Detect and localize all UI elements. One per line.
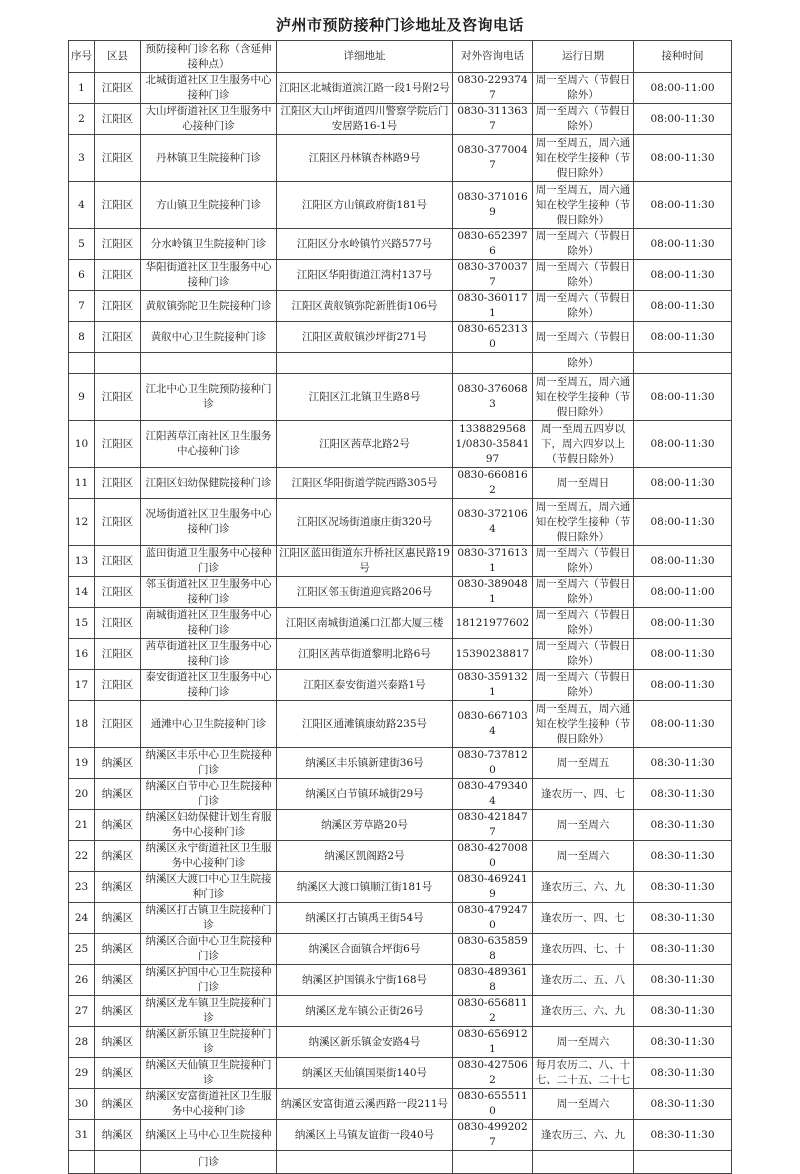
cell-address: 纳溪区合面镇合坪街6号 bbox=[277, 934, 453, 965]
cell-address: 纳溪区打古镇禹王街54号 bbox=[277, 903, 453, 934]
vaccination-clinic-table bbox=[68, 40, 732, 1174]
cell-phone: 0830-3601171 bbox=[453, 291, 533, 322]
cell-address: 纳溪区丰乐镇新建街36号 bbox=[277, 748, 453, 779]
cell-county: 江阳区 bbox=[95, 701, 141, 748]
cell-no: 14 bbox=[69, 577, 95, 608]
table-row bbox=[69, 1058, 732, 1089]
cell-time: 08:00-11:00 bbox=[634, 73, 732, 104]
cell-clinic-name: 纳溪区大渡口中心卫生院接种门诊 bbox=[141, 872, 277, 903]
cell-clinic-name: 纳溪区丰乐中心卫生院接种门诊 bbox=[141, 748, 277, 779]
cell-time: 08:30-11:30 bbox=[634, 1058, 732, 1089]
cell-days: 周一至周六（节假日除外） bbox=[533, 73, 634, 104]
cell-phone: 0830-6671034 bbox=[453, 701, 533, 748]
cell-no: 30 bbox=[69, 1089, 95, 1120]
cell-clinic-name: 纳溪区合面中心卫生院接种门诊 bbox=[141, 934, 277, 965]
cell-time: 08:30-11:30 bbox=[634, 872, 732, 903]
cell-no: 6 bbox=[69, 260, 95, 291]
cell-time: 08:00-11:30 bbox=[634, 291, 732, 322]
cell-clinic-name: 纳溪区白节中心卫生院接种门诊 bbox=[141, 779, 277, 810]
cell-clinic-name: 方山镇卫生院接种门诊 bbox=[141, 182, 277, 229]
table-row bbox=[69, 841, 732, 872]
cell-clinic-name: 泰安街道社区卫生服务中心接种门诊 bbox=[141, 670, 277, 701]
cell-no bbox=[69, 1151, 95, 1174]
cell-address: 纳溪区大渡口镇顺江街181号 bbox=[277, 872, 453, 903]
cell-time: 08:30-11:30 bbox=[634, 996, 732, 1027]
table-row bbox=[69, 701, 732, 748]
cell-county: 纳溪区 bbox=[95, 934, 141, 965]
cell-time: 08:30-11:30 bbox=[634, 903, 732, 934]
cell-county: 江阳区 bbox=[95, 639, 141, 670]
cell-clinic-name: 丹林镇卫生院接种门诊 bbox=[141, 135, 277, 182]
cell-no: 21 bbox=[69, 810, 95, 841]
cell-time: 08:00-11:30 bbox=[634, 608, 732, 639]
cell-county: 江阳区 bbox=[95, 499, 141, 546]
cell-clinic-name: 南城街道社区卫生服务中心接种门诊 bbox=[141, 608, 277, 639]
cell-no: 26 bbox=[69, 965, 95, 996]
cell-county: 江阳区 bbox=[95, 135, 141, 182]
cell-time: 08:00-11:30 bbox=[634, 135, 732, 182]
cell-days: 除外） bbox=[533, 353, 634, 374]
table-row bbox=[69, 934, 732, 965]
cell-clinic-name: 纳溪区打古镇卫生院接种门诊 bbox=[141, 903, 277, 934]
cell-clinic-name: 茜草街道社区卫生服务中心接种门诊 bbox=[141, 639, 277, 670]
cell-time: 08:00-11:30 bbox=[634, 670, 732, 701]
table-row bbox=[69, 135, 732, 182]
table-row bbox=[69, 1027, 732, 1058]
cell-phone: 0830-3721064 bbox=[453, 499, 533, 546]
cell-no: 15 bbox=[69, 608, 95, 639]
cell-no: 25 bbox=[69, 934, 95, 965]
cell-county bbox=[95, 1151, 141, 1174]
cell-time: 08:30-11:30 bbox=[634, 1120, 732, 1151]
cell-phone bbox=[453, 1151, 533, 1174]
cell-phone: 0830-4893618 bbox=[453, 965, 533, 996]
cell-days: 周一至周日 bbox=[533, 468, 634, 499]
header-cell-clinic-name: 预防接种门诊名称（含延伸接种点） bbox=[141, 41, 277, 73]
cell-county: 纳溪区 bbox=[95, 1089, 141, 1120]
cell-address bbox=[277, 1151, 453, 1174]
cell-time: 08:00-11:30 bbox=[634, 639, 732, 670]
cell-clinic-name: 北城街道社区卫生服务中心接种门诊 bbox=[141, 73, 277, 104]
table-row bbox=[69, 1089, 732, 1120]
cell-address: 江阳区茜草北路2号 bbox=[277, 421, 453, 468]
cell-address: 江阳区江北镇卫生路8号 bbox=[277, 374, 453, 421]
table-row bbox=[69, 748, 732, 779]
cell-phone: 0830-3890481 bbox=[453, 577, 533, 608]
table-row bbox=[69, 1151, 732, 1174]
cell-address: 江阳区茜草街道黎明北路6号 bbox=[277, 639, 453, 670]
cell-no: 2 bbox=[69, 104, 95, 135]
cell-county: 纳溪区 bbox=[95, 1120, 141, 1151]
cell-days: 周一至周六（节假日除外） bbox=[533, 577, 634, 608]
table-row bbox=[69, 374, 732, 421]
page-title: 泸州市预防接种门诊地址及咨询电话 bbox=[275, 16, 524, 34]
cell-time: 08:00-11:30 bbox=[634, 229, 732, 260]
cell-no: 11 bbox=[69, 468, 95, 499]
cell-time: 08:00-11:30 bbox=[634, 104, 732, 135]
cell-phone: 0830-4792470 bbox=[453, 903, 533, 934]
cell-days: 周一至周六（节假日 bbox=[533, 322, 634, 353]
cell-days: 周一至周五 bbox=[533, 748, 634, 779]
cell-address: 江阳区蓝田街道东升桥社区惠民路19号 bbox=[277, 546, 453, 577]
cell-time: 08:00-11:30 bbox=[634, 546, 732, 577]
cell-days: 逢农历四、七、十 bbox=[533, 934, 634, 965]
cell-days: 周一至周五，周六通知在校学生接种（节假日除外） bbox=[533, 135, 634, 182]
cell-time: 08:30-11:30 bbox=[634, 779, 732, 810]
cell-phone: 0830-3591321 bbox=[453, 670, 533, 701]
cell-time: 08:30-11:30 bbox=[634, 810, 732, 841]
cell-time bbox=[634, 353, 732, 374]
cell-address: 江阳区丹林镇杏林路9号 bbox=[277, 135, 453, 182]
cell-clinic-name: 江北中心卫生院预防接种门诊 bbox=[141, 374, 277, 421]
cell-days: 周一至周五，周六通知在校学生接种（节假日除外） bbox=[533, 182, 634, 229]
cell-address: 纳溪区芳草路20号 bbox=[277, 810, 453, 841]
cell-county bbox=[95, 353, 141, 374]
cell-days: 周一至周六 bbox=[533, 1027, 634, 1058]
cell-clinic-name: 分水岭镇卫生院接种门诊 bbox=[141, 229, 277, 260]
cell-phone: 0830-7378120 bbox=[453, 748, 533, 779]
cell-no: 24 bbox=[69, 903, 95, 934]
cell-phone: 0830-6555110 bbox=[453, 1089, 533, 1120]
cell-clinic-name: 黄舣中心卫生院接种门诊 bbox=[141, 322, 277, 353]
cell-phone: 0830-6523976 bbox=[453, 229, 533, 260]
cell-days: 周一至周六 bbox=[533, 810, 634, 841]
header-cell-county: 区县 bbox=[95, 41, 141, 73]
cell-address: 纳溪区上马镇友谊街一段40号 bbox=[277, 1120, 453, 1151]
table-row bbox=[69, 421, 732, 468]
cell-county: 江阳区 bbox=[95, 374, 141, 421]
header-cell-no: 序号 bbox=[69, 41, 95, 73]
cell-address: 江阳区方山镇政府街181号 bbox=[277, 182, 453, 229]
header-cell-time: 接种时间 bbox=[634, 41, 732, 73]
header-cell-address: 详细地址 bbox=[277, 41, 453, 73]
table-row bbox=[69, 353, 732, 374]
cell-phone: 0830-3700377 bbox=[453, 260, 533, 291]
table-row bbox=[69, 965, 732, 996]
cell-county: 纳溪区 bbox=[95, 841, 141, 872]
cell-clinic-name: 门诊 bbox=[141, 1151, 277, 1174]
cell-address: 江阳区北城街道滨江路一段1号附2号 bbox=[277, 73, 453, 104]
cell-phone: 0830-6523130 bbox=[453, 322, 533, 353]
cell-time: 08:00-11:30 bbox=[634, 701, 732, 748]
table-row bbox=[69, 291, 732, 322]
cell-phone bbox=[453, 353, 533, 374]
cell-phone: 0830-3770047 bbox=[453, 135, 533, 182]
cell-clinic-name bbox=[141, 353, 277, 374]
cell-days: 周一至周六（节假日除外） bbox=[533, 608, 634, 639]
cell-days: 逢农历二、五、八 bbox=[533, 965, 634, 996]
cell-days: 周一至周六（节假日除外） bbox=[533, 104, 634, 135]
cell-time: 08:30-11:30 bbox=[634, 965, 732, 996]
table-row bbox=[69, 73, 732, 104]
cell-no: 1 bbox=[69, 73, 95, 104]
cell-phone: 15390238817 bbox=[453, 639, 533, 670]
cell-clinic-name: 纳溪区安富街道社区卫生服务中心接种门诊 bbox=[141, 1089, 277, 1120]
cell-no: 4 bbox=[69, 182, 95, 229]
cell-address: 纳溪区新乐镇金安路4号 bbox=[277, 1027, 453, 1058]
cell-address: 纳溪区天仙镇国渠街140号 bbox=[277, 1058, 453, 1089]
table-row bbox=[69, 608, 732, 639]
cell-county: 纳溪区 bbox=[95, 872, 141, 903]
cell-phone: 0830-6568112 bbox=[453, 996, 533, 1027]
table-row bbox=[69, 499, 732, 546]
table-row bbox=[69, 639, 732, 670]
cell-days: 周一至周五，周六通知在校学生接种（节假日除外） bbox=[533, 701, 634, 748]
cell-no: 5 bbox=[69, 229, 95, 260]
cell-no: 18 bbox=[69, 701, 95, 748]
cell-time bbox=[634, 1151, 732, 1174]
cell-no: 16 bbox=[69, 639, 95, 670]
cell-address: 江阳区黄舣镇弥陀新胜街106号 bbox=[277, 291, 453, 322]
cell-clinic-name: 纳溪区妇幼保健计划生育服务中心接种门诊 bbox=[141, 810, 277, 841]
cell-days: 逢农历三、六、九 bbox=[533, 872, 634, 903]
cell-county: 江阳区 bbox=[95, 291, 141, 322]
cell-days: 逢农历一、四、七 bbox=[533, 779, 634, 810]
cell-clinic-name: 纳溪区龙车镇卫生院接种门诊 bbox=[141, 996, 277, 1027]
cell-county: 江阳区 bbox=[95, 104, 141, 135]
cell-phone: 0830-6608162 bbox=[453, 468, 533, 499]
cell-time: 08:00-11:00 bbox=[634, 577, 732, 608]
cell-time: 08:00-11:30 bbox=[634, 468, 732, 499]
cell-no: 10 bbox=[69, 421, 95, 468]
cell-time: 08:30-11:30 bbox=[634, 1027, 732, 1058]
cell-county: 江阳区 bbox=[95, 608, 141, 639]
cell-no: 31 bbox=[69, 1120, 95, 1151]
cell-time: 08:30-11:30 bbox=[634, 841, 732, 872]
cell-clinic-name: 江阳茜草江南社区卫生服务中心接种门诊 bbox=[141, 421, 277, 468]
cell-address: 纳溪区龙车镇公正街26号 bbox=[277, 996, 453, 1027]
cell-clinic-name: 邻玉街道社区卫生服务中心接种门诊 bbox=[141, 577, 277, 608]
cell-address: 江阳区华阳街道江湾村137号 bbox=[277, 260, 453, 291]
table-row bbox=[69, 872, 732, 903]
cell-no: 19 bbox=[69, 748, 95, 779]
table-row bbox=[69, 779, 732, 810]
cell-days: 周一至周五，周六通知在校学生接种（节假日除外） bbox=[533, 499, 634, 546]
cell-county: 纳溪区 bbox=[95, 810, 141, 841]
cell-county: 江阳区 bbox=[95, 260, 141, 291]
cell-no: 23 bbox=[69, 872, 95, 903]
cell-clinic-name: 大山坪街道社区卫生服务中心接种门诊 bbox=[141, 104, 277, 135]
cell-no: 13 bbox=[69, 546, 95, 577]
cell-no: 9 bbox=[69, 374, 95, 421]
cell-address: 纳溪区凯阁路2号 bbox=[277, 841, 453, 872]
cell-time: 08:00-11:30 bbox=[634, 182, 732, 229]
cell-days: 逢农历一、四、七 bbox=[533, 903, 634, 934]
cell-time: 08:30-11:30 bbox=[634, 934, 732, 965]
cell-county: 江阳区 bbox=[95, 670, 141, 701]
table-row bbox=[69, 468, 732, 499]
cell-address: 江阳区华阳街道学院西路305号 bbox=[277, 468, 453, 499]
cell-address bbox=[277, 353, 453, 374]
cell-no bbox=[69, 353, 95, 374]
cell-county: 纳溪区 bbox=[95, 779, 141, 810]
cell-county: 纳溪区 bbox=[95, 996, 141, 1027]
cell-days: 周一至周五四岁以下，周六四岁以上（节假日除外） bbox=[533, 421, 634, 468]
cell-no: 27 bbox=[69, 996, 95, 1027]
cell-county: 江阳区 bbox=[95, 577, 141, 608]
table-row bbox=[69, 546, 732, 577]
cell-address: 江阳区通滩镇康幼路235号 bbox=[277, 701, 453, 748]
cell-no: 22 bbox=[69, 841, 95, 872]
table-row bbox=[69, 260, 732, 291]
cell-address: 纳溪区白节镇环城街29号 bbox=[277, 779, 453, 810]
cell-phone: 0830-3760683 bbox=[453, 374, 533, 421]
cell-phone: 13388295681/0830-3584197 bbox=[453, 421, 533, 468]
table-row bbox=[69, 1120, 732, 1151]
cell-time: 08:00-11:30 bbox=[634, 322, 732, 353]
table-row bbox=[69, 229, 732, 260]
cell-clinic-name: 黄舣镇弥陀卫生院接种门诊 bbox=[141, 291, 277, 322]
cell-days: 周一至周六（节假日除外） bbox=[533, 670, 634, 701]
cell-county: 江阳区 bbox=[95, 73, 141, 104]
cell-address: 江阳区况场街道康庄街320号 bbox=[277, 499, 453, 546]
cell-phone: 0830-6569121 bbox=[453, 1027, 533, 1058]
cell-days: 逢农历三、六、九 bbox=[533, 996, 634, 1027]
cell-no: 17 bbox=[69, 670, 95, 701]
cell-time: 08:00-11:30 bbox=[634, 374, 732, 421]
cell-phone: 0830-4692419 bbox=[453, 872, 533, 903]
cell-clinic-name: 华阳街道社区卫生服务中心接种门诊 bbox=[141, 260, 277, 291]
header-cell-phone: 对外咨询电话 bbox=[453, 41, 533, 73]
cell-address: 江阳区大山坪街道四川警察学院后门安居路16-1号 bbox=[277, 104, 453, 135]
cell-days: 每月农历二、八、十七、二十五、二十七 bbox=[533, 1058, 634, 1089]
cell-clinic-name: 纳溪区永宁街道社区卫生服务中心接种门诊 bbox=[141, 841, 277, 872]
cell-no: 12 bbox=[69, 499, 95, 546]
cell-clinic-name: 通滩中心卫生院接种门诊 bbox=[141, 701, 277, 748]
cell-address: 江阳区泰安街道兴泰路1号 bbox=[277, 670, 453, 701]
cell-time: 08:30-11:30 bbox=[634, 1089, 732, 1120]
cell-phone: 0830-2293747 bbox=[453, 73, 533, 104]
cell-clinic-name: 蓝田街道卫生服务中心接种门诊 bbox=[141, 546, 277, 577]
cell-county: 纳溪区 bbox=[95, 748, 141, 779]
cell-county: 江阳区 bbox=[95, 546, 141, 577]
table-row bbox=[69, 104, 732, 135]
cell-time: 08:00-11:30 bbox=[634, 260, 732, 291]
cell-county: 纳溪区 bbox=[95, 1058, 141, 1089]
cell-time: 08:00-11:30 bbox=[634, 421, 732, 468]
cell-address: 江阳区南城街道溪口江都大厦三楼 bbox=[277, 608, 453, 639]
cell-phone: 0830-4275062 bbox=[453, 1058, 533, 1089]
cell-time: 08:00-11:30 bbox=[634, 499, 732, 546]
cell-phone: 0830-3113637 bbox=[453, 104, 533, 135]
cell-days: 周一至周六（节假日除外） bbox=[533, 546, 634, 577]
cell-county: 江阳区 bbox=[95, 322, 141, 353]
cell-county: 江阳区 bbox=[95, 468, 141, 499]
cell-days: 周一至周六（节假日除外） bbox=[533, 229, 634, 260]
cell-phone: 0830-4992027 bbox=[453, 1120, 533, 1151]
cell-days bbox=[533, 1151, 634, 1174]
cell-days: 周一至周五，周六通知在校学生接种（节假日除外） bbox=[533, 374, 634, 421]
cell-county: 纳溪区 bbox=[95, 1027, 141, 1058]
cell-days: 周一至周六 bbox=[533, 841, 634, 872]
cell-address: 纳溪区护国镇永宁街168号 bbox=[277, 965, 453, 996]
header-cell-days: 运行日期 bbox=[533, 41, 634, 73]
cell-address: 江阳区黄舣镇沙坪街271号 bbox=[277, 322, 453, 353]
table-row bbox=[69, 996, 732, 1027]
cell-time: 08:30-11:30 bbox=[634, 748, 732, 779]
cell-phone: 18121977602 bbox=[453, 608, 533, 639]
cell-clinic-name: 纳溪区上马中心卫生院接种 bbox=[141, 1120, 277, 1151]
cell-days: 周一至周六（节假日除外） bbox=[533, 291, 634, 322]
cell-phone: 0830-3710169 bbox=[453, 182, 533, 229]
cell-county: 纳溪区 bbox=[95, 965, 141, 996]
table-row bbox=[69, 670, 732, 701]
table-row bbox=[69, 322, 732, 353]
cell-clinic-name: 纳溪区护国中心卫生院接种门诊 bbox=[141, 965, 277, 996]
table-row bbox=[69, 577, 732, 608]
cell-days: 周一至周六（节假日除外） bbox=[533, 639, 634, 670]
cell-phone: 0830-4793404 bbox=[453, 779, 533, 810]
cell-phone: 0830-4218477 bbox=[453, 810, 533, 841]
cell-phone: 0830-4270080 bbox=[453, 841, 533, 872]
cell-no: 29 bbox=[69, 1058, 95, 1089]
table-row bbox=[69, 903, 732, 934]
cell-no: 28 bbox=[69, 1027, 95, 1058]
cell-no: 3 bbox=[69, 135, 95, 182]
cell-days: 逢农历三、六、九 bbox=[533, 1120, 634, 1151]
cell-no: 7 bbox=[69, 291, 95, 322]
cell-phone: 0830-3716131 bbox=[453, 546, 533, 577]
cell-county: 纳溪区 bbox=[95, 903, 141, 934]
cell-clinic-name: 况场街道社区卫生服务中心接种门诊 bbox=[141, 499, 277, 546]
cell-address: 江阳区分水岭镇竹兴路577号 bbox=[277, 229, 453, 260]
table-row bbox=[69, 182, 732, 229]
table-row bbox=[69, 810, 732, 841]
cell-county: 江阳区 bbox=[95, 182, 141, 229]
cell-county: 江阳区 bbox=[95, 229, 141, 260]
cell-clinic-name: 纳溪区新乐镇卫生院接种门诊 bbox=[141, 1027, 277, 1058]
cell-no: 8 bbox=[69, 322, 95, 353]
cell-clinic-name: 纳溪区天仙镇卫生院接种门诊 bbox=[141, 1058, 277, 1089]
cell-address: 纳溪区安富街道云溪西路一段211号 bbox=[277, 1089, 453, 1120]
cell-days: 周一至周六 bbox=[533, 1089, 634, 1120]
cell-no: 20 bbox=[69, 779, 95, 810]
cell-county: 江阳区 bbox=[95, 421, 141, 468]
header-row bbox=[69, 41, 732, 73]
cell-clinic-name: 江阳区妇幼保健院接种门诊 bbox=[141, 468, 277, 499]
cell-days: 周一至周六（节假日除外） bbox=[533, 260, 634, 291]
cell-address: 江阳区邻玉街道迎宾路206号 bbox=[277, 577, 453, 608]
cell-phone: 0830-6358598 bbox=[453, 934, 533, 965]
